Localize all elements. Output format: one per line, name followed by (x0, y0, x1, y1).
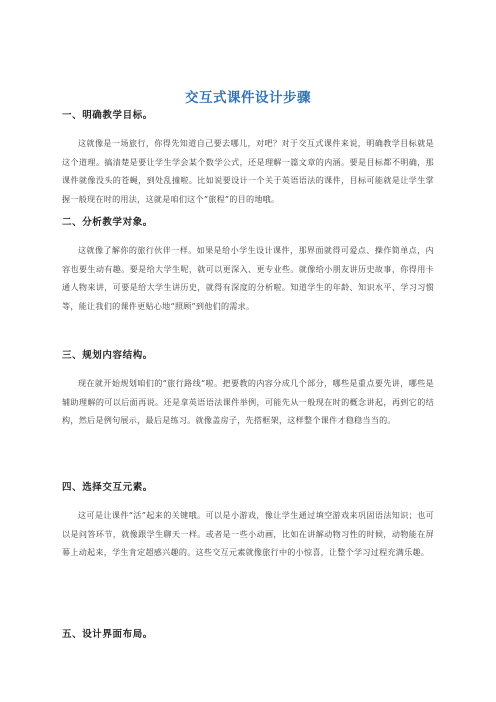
document-title: 交互式课件设计步骤 (185, 90, 311, 106)
section-heading: 二、分析教学对象。 (62, 217, 153, 228)
section-paragraph: 现在就开始规划咱们的“旅行路线”啦。把要教的内容分成几个部分，哪些是重点要先讲，哪些是辅助理解的可以后面再说。还是拿英语语法课件举例，可能先从一般现在时的概念讲起，再到它的结构，然后是例句展示，最后是练习。就像盖房子，先搭框架，这样整个课件才稳稳当当的。 (62, 378, 434, 426)
section-5 (62, 628, 434, 642)
section-heading: 三、规划内容结构。 (62, 350, 153, 361)
section-paragraph: 这就像了解你的旅行伙伴一样。如果是给小学生设计课件，那界面就得可爱点、操作简单点，内容也要生动有趣。要是给大学生呢，就可以更深入、更专业些。就像给小朋友讲历史故事，你得用卡通人物来讲，可要是给大学生讲历史，就得有深度的分析啦。知道学生的年龄、知识水平、学习习惯等，能让我们的课件更贴心地“照顾”到他们的需求。 (62, 245, 434, 311)
section-paragraph: 这可是让课件“活”起来的关键哦。可以是小游戏，像让学生通过填空游戏来巩固语法知识；也可以是问答环节，就像跟学生聊天一样。或者是一些小动画，比如在讲解动物习性的时候，动物能在屏幕上动起来，学生肯定超感兴趣的。这些交互元素就像旅行中的小惊喜，让整个学习过程充满乐趣。 (62, 510, 434, 558)
section-heading: 五、设计界面布局。 (62, 629, 153, 640)
section-4 (62, 481, 434, 562)
section-3 (62, 349, 434, 430)
section-heading: 四、选择交互元素。 (62, 482, 153, 493)
section-1 (62, 109, 434, 208)
section-paragraph: 这就像是一场旅行，你得先知道自己要去哪儿，对吧？对于交互式课件来说，明确教学目标就是这个道理。搞清楚是要让学生学会某个数学公式，还是理解一篇文章的内涵。要是目标都不明确，那课件就像没头的苍蝇，到处乱撞啦。比如说要设计一个关于英语语法的课件，目标可能就是让学生掌握一般现在时的用法，这就是咱们这个“旅程”的目的地哦。 (62, 138, 434, 204)
section-heading: 一、明确教学目标。 (62, 110, 153, 121)
section-2 (62, 216, 434, 315)
